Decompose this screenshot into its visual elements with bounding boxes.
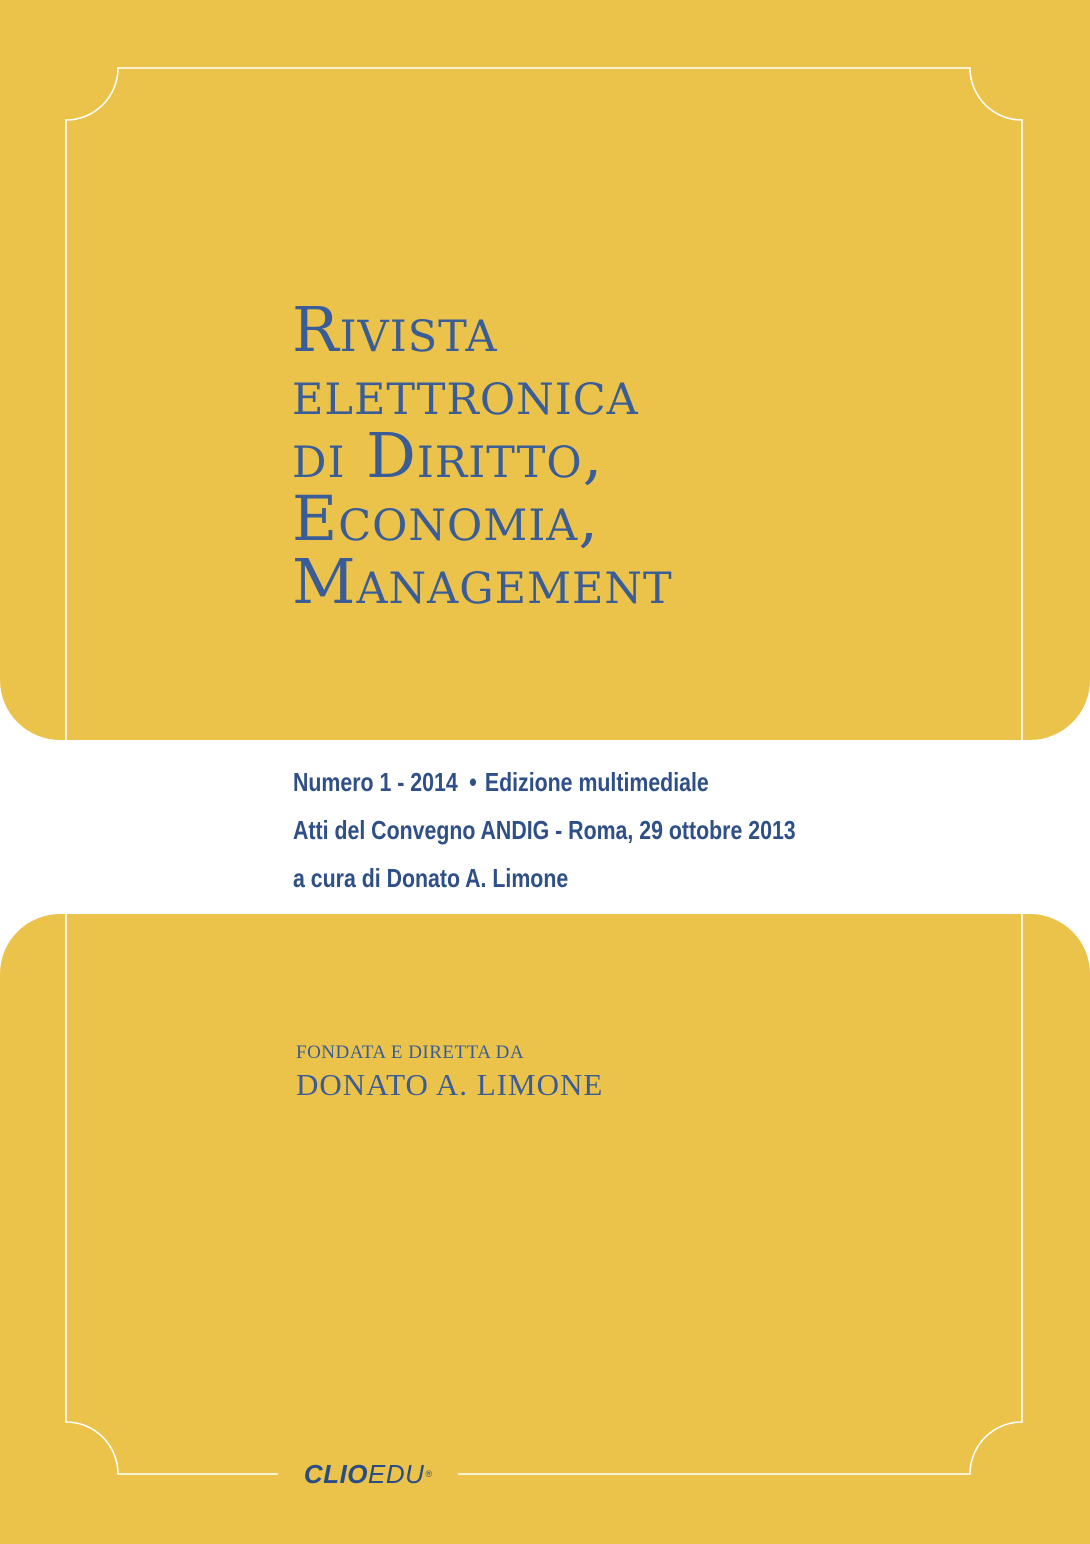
title-line-4: Economia, xyxy=(292,482,600,555)
issue-line xyxy=(293,764,796,812)
title-line-2: elettronica xyxy=(292,356,639,429)
publisher-logo-clio: CLIO xyxy=(303,1458,369,1489)
title-line-3: di Diritto, xyxy=(292,419,604,492)
founder-block xyxy=(296,1040,603,1104)
title-line-5: Management xyxy=(292,545,673,618)
registered-mark-icon: ® xyxy=(425,1469,433,1479)
issue-info xyxy=(293,764,796,908)
issue-number: Numero 1 - 2014 xyxy=(293,767,458,797)
editor-line: a cura di Donato A. Limone xyxy=(293,863,569,893)
founded-label: FONDATA E DIRETTA DA xyxy=(296,1042,525,1063)
title-line-1: Rivista xyxy=(292,293,498,366)
edition-label: Edizione multimediale xyxy=(484,767,709,797)
proceedings-line: Atti del Convegno ANDIG - Roma, 29 ottobre 2013 xyxy=(293,815,796,845)
publisher-logo xyxy=(278,1450,458,1498)
founder-name: DONATO A. LIMONE xyxy=(296,1067,604,1102)
bottom-yellow-panel xyxy=(0,914,1090,1544)
bullet-separator: • xyxy=(469,767,477,797)
publisher-logo-edu: EDU xyxy=(368,1458,425,1489)
journal-title xyxy=(292,293,673,618)
